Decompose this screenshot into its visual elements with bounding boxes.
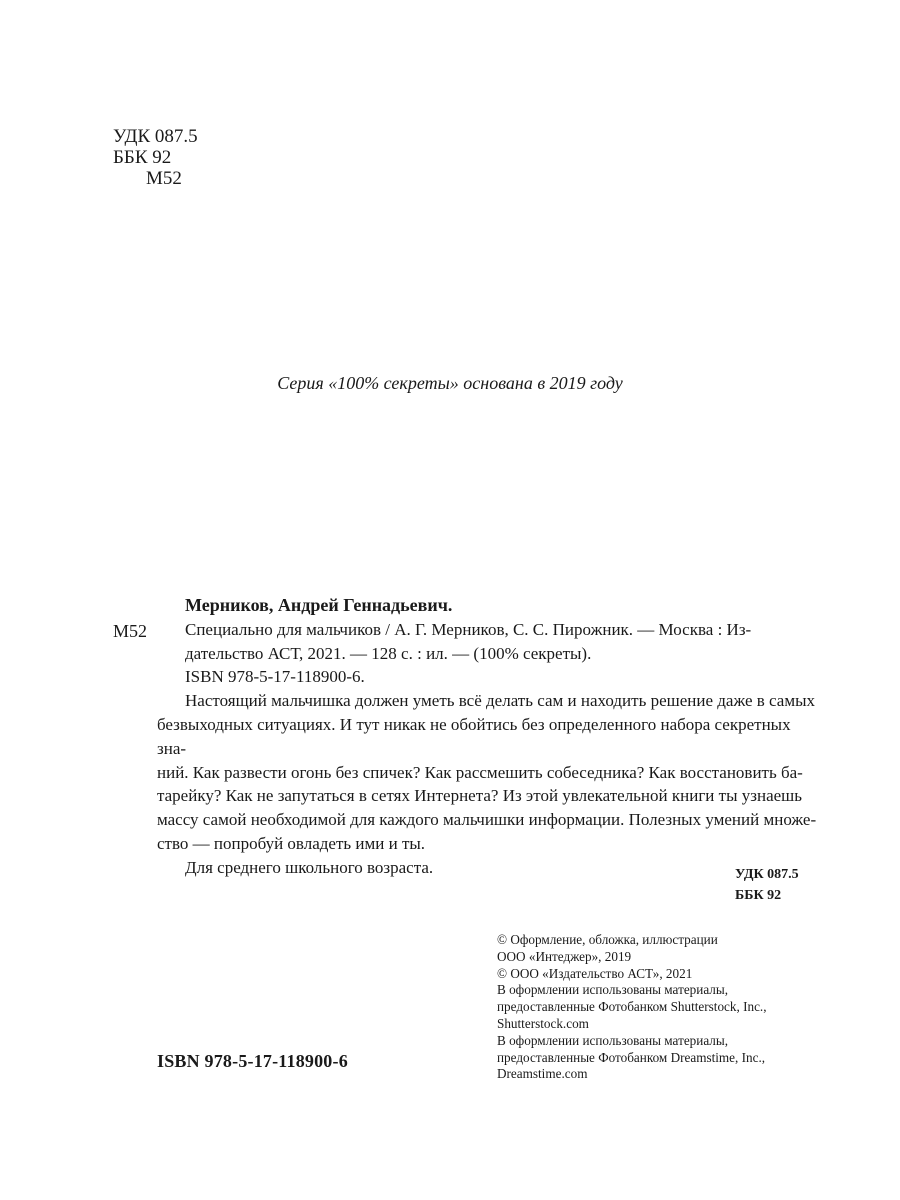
copyright-line: © Оформление, обложка, иллюстрации	[497, 932, 718, 947]
copyright-line: В оформлении использованы материалы,	[497, 982, 729, 998]
copyright-line: ООО «Интеджер», 2019	[497, 948, 632, 964]
udk-code-right: УДК 087.5	[735, 867, 799, 882]
bib-annotation	[157, 689, 817, 856]
annotation-line: Настоящий мальчишка должен уметь всё делать сам и находить решение даже в самых	[185, 691, 816, 711]
copyright-line: В оформлении использованы материалы,	[497, 1032, 729, 1048]
copyright-line: предоставленные Фотобанком Shutterstock, Inc.,	[497, 999, 767, 1015]
bib-author: Мерников, Андрей Геннадьевич.	[185, 595, 453, 615]
annotation-line: тарейку? Как не запутаться в сетях Интернета? Из этой увлекательной книги ты узнаешь	[157, 786, 803, 806]
isbn-bottom: ISBN 978-5-17-118900-6	[157, 1051, 348, 1071]
copyright-block	[497, 932, 767, 1083]
bibliographic-record	[157, 594, 817, 880]
annotation-line: массу самой необходимой для каждого мальчишки информации. Полезных умений множе-	[157, 810, 817, 830]
bib-audience: Для среднего школьного возраста.	[185, 857, 434, 877]
bib-title-line-2: дательство АСТ, 2021. — 128 с. : ил. — (100% секреты).	[185, 643, 592, 663]
series-note: Серия «100% секреты» основана в 2019 году	[277, 373, 623, 393]
bib-isbn: ISBN 978-5-17-118900-6.	[185, 667, 365, 687]
right-classification-codes	[735, 864, 799, 906]
bbk-code-right: ББК 92	[735, 888, 782, 903]
copyright-line: предоставленные Фотобанком Dreamstime, Inc.,	[497, 1049, 766, 1065]
copyright-line: © ООО «Издательство АСТ», 2021	[497, 965, 693, 981]
bbk-code: ББК 92	[113, 147, 172, 168]
top-classification-codes	[113, 126, 198, 189]
copyright-line: Shutterstock.com	[497, 1015, 589, 1031]
bib-author-mark: М52	[113, 621, 148, 641]
annotation-line: ство — попробуй овладеть ими и ты.	[157, 833, 426, 853]
copyright-line: Dreamstime.com	[497, 1066, 588, 1082]
author-mark-code: М52	[146, 168, 182, 189]
annotation-line: ний. Как развести огонь без спичек? Как рассмешить собеседника? Как восстановить ба-	[157, 762, 803, 782]
udk-code: УДК 087.5	[113, 126, 198, 147]
annotation-line: безвыходных ситуациях. И тут никак не обойтись без определенного набора секретных зна-	[157, 714, 791, 758]
bib-title-line-1: Специально для мальчиков / А. Г. Мерников, С. С. Пирожник. — Москва : Из-	[185, 619, 752, 639]
